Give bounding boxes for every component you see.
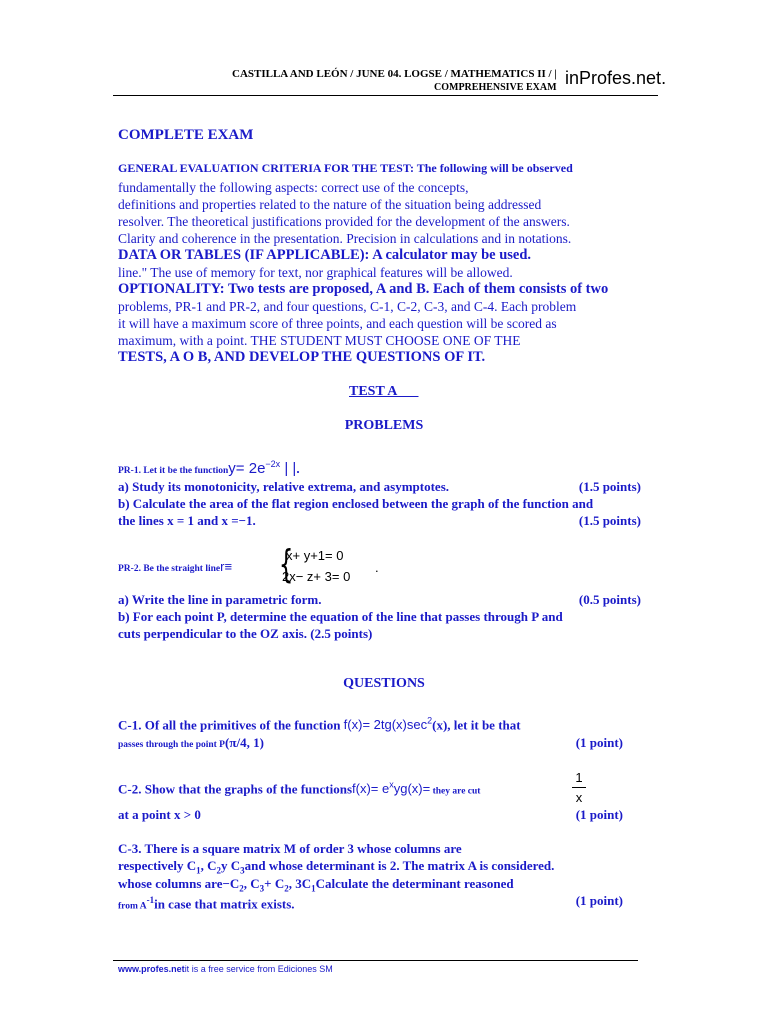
- c2-y: y: [393, 781, 401, 797]
- c3-l3-e: Calculate the determinant reasoned: [315, 876, 514, 891]
- c3-l4-sup: -1: [146, 895, 155, 905]
- c3-l3-a: whose columns are−C: [118, 876, 240, 891]
- c3-l2-b: , C: [200, 858, 217, 873]
- pr1-label: PR-1. Let it be the function: [118, 466, 229, 476]
- pr2-equation-1: x+ y+1= 0: [286, 548, 344, 563]
- c2-f: [352, 781, 430, 796]
- pr1-a-points: (1.5 points): [578, 479, 641, 494]
- c3-l2-c: y C: [221, 858, 241, 873]
- criteria-block: [118, 160, 650, 366]
- pr2-r: r≡: [220, 559, 233, 574]
- footer-rule: [113, 960, 638, 961]
- criteria-line-4: Clarity and coherence in the presentation. Precision in calculations and in notations.: [118, 231, 572, 246]
- pr1-formula-end: .: [296, 461, 300, 476]
- header-rule: [113, 95, 658, 96]
- c1-line-2: [118, 734, 683, 754]
- c3-l3-d: , 3C: [288, 876, 312, 891]
- c1-formula-sup: 2: [427, 716, 433, 726]
- c3-l3-sub-2: 2: [239, 883, 244, 894]
- c2-text-1: C-2. Show that the graphs of the functions: [118, 781, 353, 797]
- pr2-a-points: (0.5 points): [578, 592, 641, 607]
- c2-frac-num: 1: [575, 770, 583, 785]
- pr2-a-text: a) Write the line in parametric form.: [118, 592, 322, 607]
- c3-line-4: [118, 892, 683, 915]
- pr1-a-text: a) Study its monotonicity, relative extrema, and asymptotes.: [118, 479, 449, 494]
- profes-logo: [565, 68, 666, 89]
- c2-fraction: [572, 770, 586, 805]
- pr2-part-a: [118, 591, 683, 608]
- pr2-part-b1: b) For each point P, determine the equation of the line that passes through P and: [118, 609, 563, 624]
- page-title: COMPLETE EXAM: [118, 127, 254, 143]
- c3-l3-sub-2b: 2: [284, 883, 289, 894]
- c3-sub-2: 2: [216, 865, 221, 876]
- pr1-part-a: [118, 478, 683, 495]
- c2-text-2: they are cut: [430, 786, 481, 797]
- data-tables-heading: DATA OR TABLES (IF APPLICABLE): A calculator may be used.: [118, 247, 532, 263]
- optionality-line-3: maximum, with a point. THE STUDENT MUST CHOOSE ONE OF THE: [118, 333, 521, 348]
- pr1-b2-text: the lines x = 1 and x =−1.: [118, 513, 256, 528]
- c2-line2-text: at a point x > 0: [118, 807, 201, 822]
- optionality-line-4: TESTS, A O B, AND DEVELOP THE QUESTIONS OF IT.: [118, 349, 486, 365]
- header-line-2: COMPREHENSIVE EXAM: [434, 82, 557, 93]
- c3-l3-sub-3: 3: [259, 883, 265, 894]
- criteria-line-3: resolver. The theoretical justifications provided for the development of the answers.: [118, 214, 570, 229]
- footer-link[interactable]: www.profes.net: [118, 964, 185, 974]
- c1-points: (1 point): [575, 735, 623, 750]
- test-a-heading: TEST A___: [349, 384, 419, 399]
- pr2-equation-2: 2x− z+ 3= 0: [282, 569, 351, 584]
- c3-points: (1 point): [575, 893, 623, 908]
- c2-f-base: f(x)= e: [352, 781, 390, 797]
- pr1-part-b1: b) Calculate the area of the flat region enclosed between the graph of the function and: [118, 496, 594, 511]
- c1-line-1: [118, 713, 683, 733]
- c3-sub-1: 1: [196, 865, 201, 876]
- c3-l2-d: and whose determinant is 2. The matrix A is considered.: [244, 858, 555, 873]
- c2-line-1: [118, 777, 683, 800]
- problems-heading: PROBLEMS: [344, 418, 424, 433]
- c3-l4-small: from A: [118, 901, 147, 912]
- pr1-part-b2: [118, 512, 683, 529]
- logo-dot: .: [661, 68, 667, 88]
- criteria-line-1: fundamentally the following aspects: correct use of the concepts,: [118, 180, 469, 195]
- pr2-part-b2: cuts perpendicular to the OZ axis. (2.5 points): [118, 626, 373, 641]
- c2-g: g(x)=: [400, 781, 431, 797]
- criteria-line-2: definitions and properties related to the nature of the situation being addressed: [118, 197, 542, 212]
- c1-line2-small: passes through the point P: [118, 740, 225, 750]
- c2-line-2: [118, 806, 683, 823]
- footer: [118, 964, 333, 974]
- c1-formula: [344, 717, 432, 732]
- c3-line-1: C-3. There is a square matrix M of order 3 whose columns are: [118, 841, 462, 856]
- c3-l4-rest: in case that matrix exists.: [154, 896, 295, 912]
- system-brace: {: [278, 542, 294, 586]
- questions-heading: QUESTIONS: [343, 676, 425, 691]
- pr1-formula-exp: −2x: [265, 459, 281, 469]
- c2-f-sup: x: [389, 780, 394, 790]
- pr1-b-points: (1.5 points): [578, 513, 641, 528]
- c3-l3-sub-1: 1: [311, 883, 316, 894]
- c1-text-2: , let it be that: [447, 717, 521, 733]
- logo-text: inProfes.net: [565, 68, 662, 88]
- c1-line2-rest: (π/4, 1): [225, 735, 264, 750]
- pr2-label: PR-2. Be the straight line: [118, 564, 221, 574]
- pr2-statement: [118, 558, 683, 578]
- c2-points: (1 point): [575, 807, 623, 822]
- c2-frac-den: x: [575, 790, 583, 805]
- pr2-dot: .: [375, 560, 379, 575]
- optionality-heading: OPTIONALITY: Two tests are proposed, A and B. Each of them consists of two: [118, 281, 609, 297]
- c3-l2-a: respectively C: [118, 858, 197, 873]
- pr1-statement: [118, 456, 683, 480]
- criteria-heading: GENERAL EVALUATION CRITERIA FOR THE TEST: The following will be observed: [118, 161, 573, 175]
- pr1-formula-base: y= 2e: [228, 460, 266, 477]
- c2-frac-bar: [572, 787, 586, 788]
- optionality-line-1: problems, PR-1 and PR-2, and four questions, C-1, C-2, C-3, and C-4. Each problem: [118, 299, 577, 314]
- c3-sub-3: 3: [240, 865, 245, 876]
- c1-formula-tail: (x): [432, 717, 448, 733]
- c3-l3-b: , C: [243, 876, 260, 891]
- header-line-1: CASTILLA AND LEÓN / JUNE 04. LOGSE / MATHEMATICS II / |: [232, 68, 557, 80]
- optionality-line-2: it will have a maximum score of three points, and each question will be scored as: [118, 316, 557, 331]
- c1-formula-base: f(x)= 2tg(x)sec: [343, 717, 428, 733]
- data-tables-line-1: line." The use of memory for text, nor graphical features will be allowed.: [118, 265, 513, 280]
- pr1-formula-tail: | |: [280, 460, 297, 477]
- c1-text-1: C-1. Of all the primitives of the function: [118, 717, 344, 733]
- c3-l3-c: + C: [264, 876, 285, 891]
- footer-text: it is a free service from Ediciones SM: [184, 964, 333, 974]
- pr1-formula: [228, 460, 296, 477]
